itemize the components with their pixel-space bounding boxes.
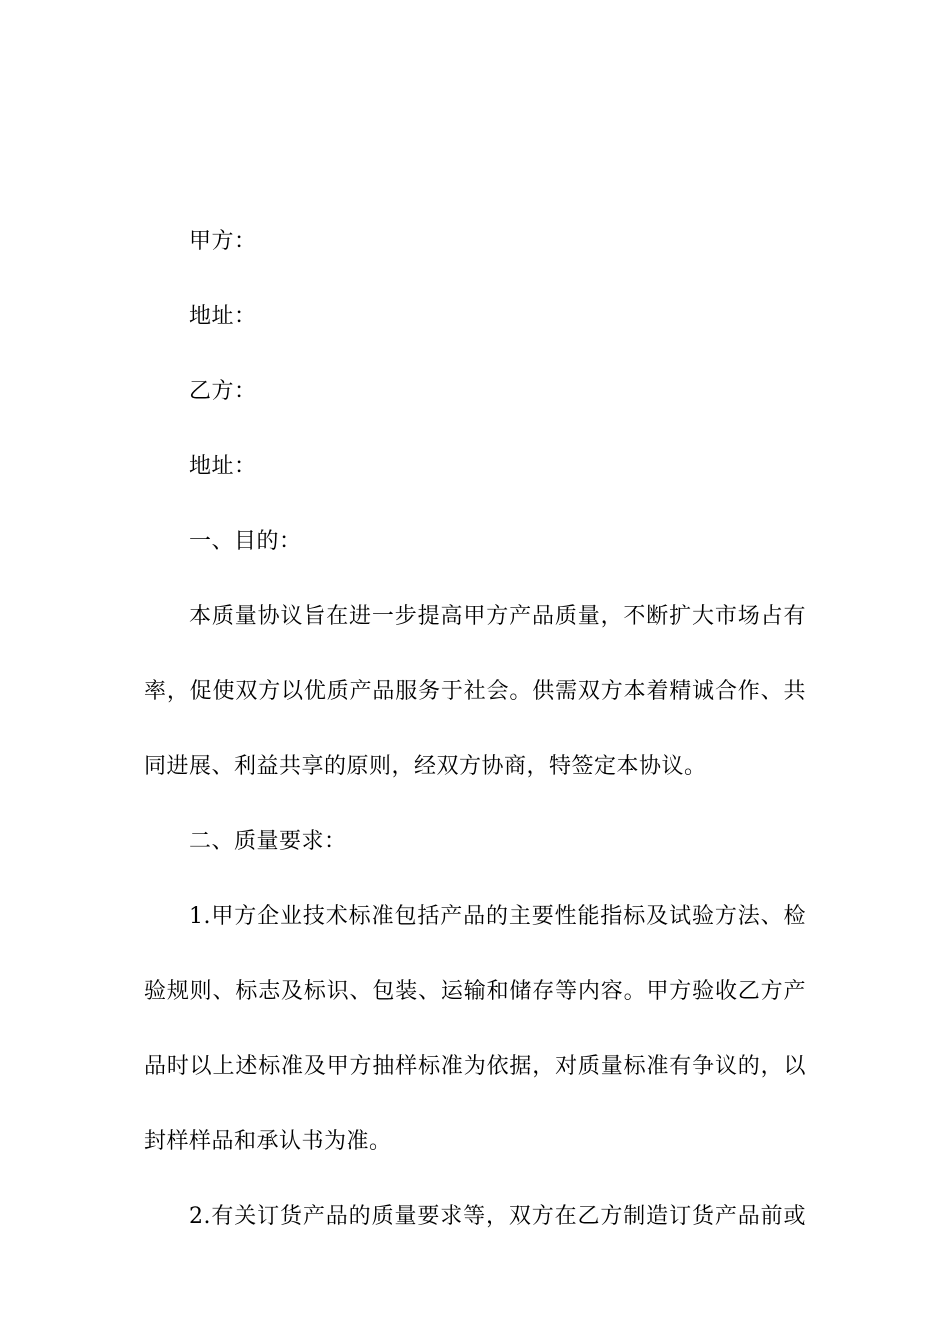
- party-a-address-label: 地址：: [189, 304, 257, 329]
- section-1-line: 本质量协议旨在进一步提高甲方产品质量，不断扩大市场占有: [189, 604, 806, 629]
- party-b-address-label: 地址：: [189, 454, 257, 479]
- section-1-line: 同进展、利益共享的原则，经双方协商，特签定本协议。: [144, 754, 707, 779]
- section-1-heading: 一、目的：: [189, 529, 302, 554]
- party-a-label: 甲方：: [189, 229, 257, 254]
- item-2-line: 2.有关订货产品的质量要求等，双方在乙方制造订货产品前或: [189, 1204, 806, 1229]
- section-2-heading: 二、质量要求：: [189, 829, 347, 854]
- document-body: [144, 204, 806, 1254]
- item-1-line: 验规则、标志及标识、包装、运输和储存等内容。甲方验收乙方产: [144, 979, 806, 1004]
- party-b-label: 乙方：: [189, 379, 257, 404]
- item-1-line: 封样样品和承认书为准。: [144, 1129, 392, 1154]
- item-1-line: 1.甲方企业技术标准包括产品的主要性能指标及试验方法、检: [189, 904, 806, 929]
- item-1-line: 品时以上述标准及甲方抽样标准为依据，对质量标准有争议的，以: [144, 1054, 806, 1079]
- section-1-line: 率，促使双方以优质产品服务于社会。供需双方本着精诚合作、共: [144, 679, 806, 704]
